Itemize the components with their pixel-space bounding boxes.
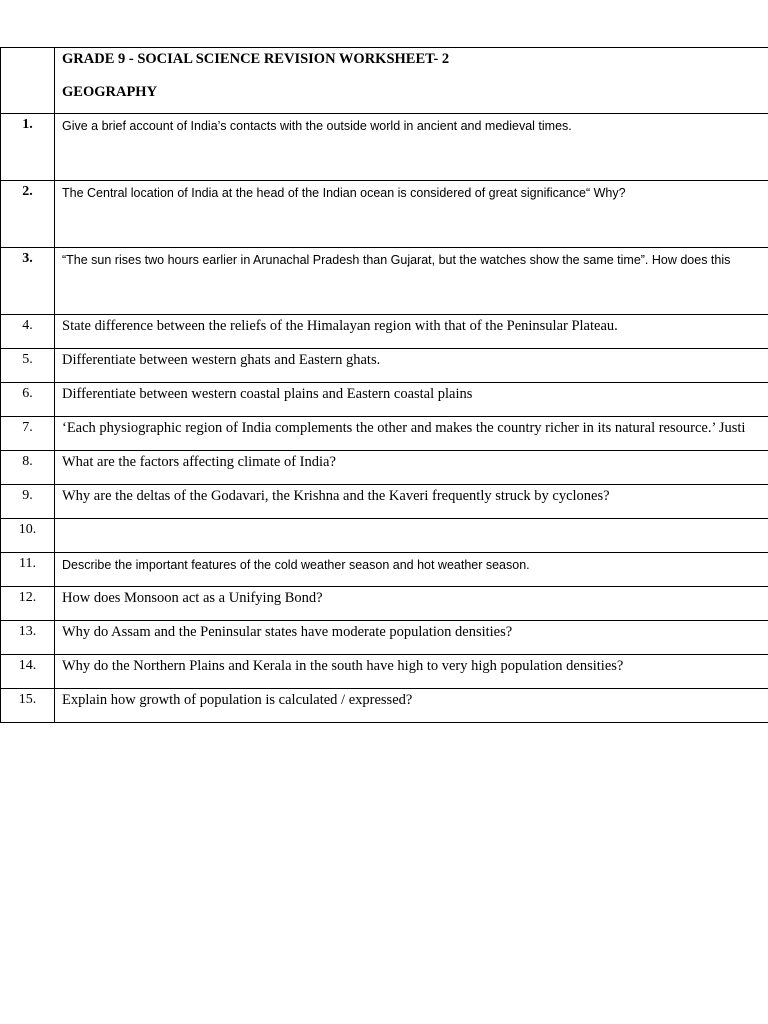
question-number: 13.: [0, 621, 55, 654]
question-text: Explain how growth of population is calculated / expressed?: [62, 692, 413, 708]
question-row-1: [0, 113, 768, 180]
worksheet-table: [0, 47, 768, 723]
header-number-cell: [0, 48, 55, 113]
question-text: Describe the important features of the cold weather season and hot weather season.: [62, 558, 530, 572]
question-number: 15.: [0, 689, 55, 722]
question-row-12: [0, 586, 768, 620]
question-number: 4.: [0, 315, 55, 348]
question-row-2: [0, 180, 768, 247]
question-text: Differentiate between western coastal plains and Eastern coastal plains: [62, 386, 473, 402]
question-text: How does Monsoon act as a Unifying Bond?: [62, 590, 323, 606]
question-row-4: [0, 314, 768, 348]
question-text: State difference between the reliefs of the Himalayan region with that of the Peninsular Plateau.: [62, 318, 618, 334]
question-text: ‘Each physiographic region of India complements the other and makes the country richer in its natural resource.’ Justi: [62, 420, 746, 436]
worksheet-title: GRADE 9 - SOCIAL SCIENCE REVISION WORKSHEET- 2: [62, 51, 450, 67]
question-number: 12.: [0, 587, 55, 620]
question-row-5: [0, 348, 768, 382]
question-text: Why do Assam and the Peninsular states have moderate population densities?: [62, 624, 513, 640]
question-row-11: [0, 552, 768, 586]
question-text: What are the factors affecting climate of India?: [62, 454, 336, 470]
question-number: 2.: [0, 181, 55, 247]
question-row-10: [0, 518, 768, 552]
question-row-15: [0, 688, 768, 723]
question-row-9: [0, 484, 768, 518]
question-text: Give a brief account of India’s contacts with the outside world in ancient and medieval times.: [62, 119, 572, 133]
question-text: Differentiate between western ghats and Eastern ghats.: [62, 352, 381, 368]
question-row-14: [0, 654, 768, 688]
question-number: 6.: [0, 383, 55, 416]
question-row-8: [0, 450, 768, 484]
question-text: Why are the deltas of the Godavari, the Krishna and the Kaveri frequently struck by cyclones?: [62, 488, 610, 504]
section-title: GEOGRAPHY: [62, 84, 158, 100]
question-number: 9.: [0, 485, 55, 518]
question-text: The Central location of India at the head of the Indian ocean is considered of great significance“ Why?: [62, 186, 626, 200]
question-number: 10.: [0, 519, 55, 552]
question-number: 11.: [0, 553, 55, 586]
question-row-13: [0, 620, 768, 654]
question-row-6: [0, 382, 768, 416]
header-cell: [55, 48, 768, 113]
question-number: 1.: [0, 114, 55, 180]
question-number: 7.: [0, 417, 55, 450]
header-row: [0, 47, 768, 113]
question-number: 14.: [0, 655, 55, 688]
question-text: Why do the Northern Plains and Kerala in the south have high to very high population densities?: [62, 658, 624, 674]
question-number: 5.: [0, 349, 55, 382]
question-number: 8.: [0, 451, 55, 484]
question-row-3: [0, 247, 768, 314]
question-text: [55, 519, 768, 552]
question-number: 3.: [0, 248, 55, 314]
question-row-7: [0, 416, 768, 450]
question-text: “The sun rises two hours earlier in Arunachal Pradesh than Gujarat, but the watches show the same time”. How does this: [62, 253, 731, 267]
